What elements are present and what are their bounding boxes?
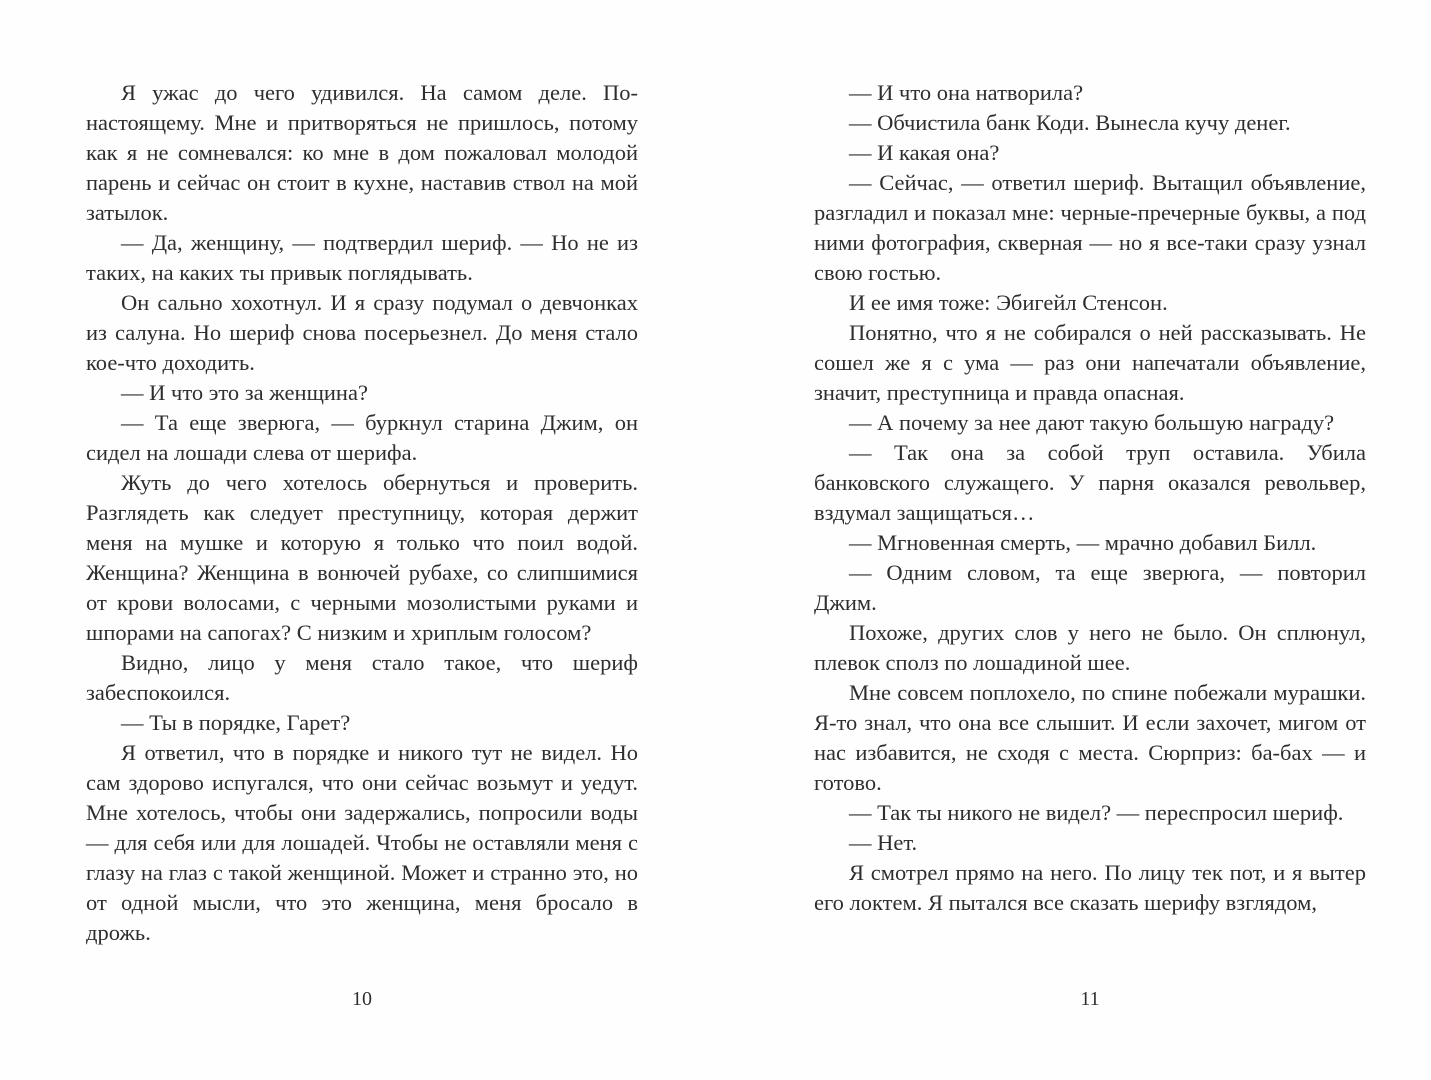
paragraph: Жуть до чего хотелось обернуться и проверить. Разглядеть как следует преступницу, которая держит меня на мушке и которую я только что поил водой. Женщина? Женщина в вонючей рубахе, со слипшимися от крови волосами, с черными мозолистыми руками и шпорами на сапогах? С низким и хриплым голосом? — [86, 470, 638, 645]
paragraph: Я ужас до чего удивился. На самом деле. По-настоящему. Мне и притворяться не пришлось, потому как я не сомневался: ко мне в дом пожаловал молодой парень и сейчас он стоит в кухне, наставив ствол на мой затылок. — [86, 80, 638, 225]
paragraph: — Так она за собой труп оставила. Убила банковского служащего. У парня оказался револьвер, вздумал защищаться… — [814, 440, 1366, 525]
paragraph: — Так ты никого не видел? — переспросил шериф. — [849, 800, 1344, 825]
page-number-left: 10 — [352, 988, 372, 1010]
paragraph: Похоже, других слов у него не было. Он сплюнул, плевок сполз по лошадиной шее. — [814, 620, 1366, 675]
page-number-right: 11 — [1080, 988, 1100, 1010]
page-left — [86, 0, 638, 1080]
paragraph: — Обчистила банк Коди. Вынесла кучу денег. — [849, 110, 1291, 135]
page-right-text — [814, 0, 1366, 918]
paragraph: Я смотрел прямо на него. По лицу тек пот, и я вытер его локтем. Я пытался все сказать шерифу взглядом, — [814, 860, 1366, 915]
paragraph: Мне совсем поплохело, по спине побежали мурашки. Я-то знал, что она все слышит. И если захочет, мигом от нас избавится, не сходя с места. Сюрприз: ба-бах — и готово. — [814, 680, 1366, 795]
paragraph: — А почему за нее дают такую большую награду? — [849, 410, 1335, 435]
page-right — [814, 0, 1366, 1080]
paragraph: — Одним словом, та еще зверюга, — повторил Джим. — [814, 560, 1366, 615]
paragraph: Он сально хохотнул. И я сразу подумал о девчонках из салуна. Но шериф снова посерьезнел. До меня стало кое-что доходить. — [86, 290, 638, 375]
paragraph: — Сейчас, — ответил шериф. Вытащил объявление, разгладил и показал мне: черные-пречерные буквы, а под ними фотография, скверная — но я все-таки сразу узнал свою гостью. — [814, 170, 1366, 285]
paragraph: Я ответил, что в порядке и никого тут не видел. Но сам здорово испугался, что они сейчас возьмут и уедут. Мне хотелось, чтобы они задержались, попросили воды — для себя или для лошадей. Чтобы не оставляли меня с глазу на глаз с такой женщиной. Может и странно это, но от одной мысли, что это женщина, меня бросало в дрожь. — [86, 740, 638, 945]
page-left-text — [86, 0, 638, 948]
paragraph: — И какая она? — [849, 140, 1000, 165]
paragraph: — Да, женщину, — подтвердил шериф. — Но не из таких, на каких ты привык поглядывать. — [86, 230, 638, 285]
paragraph: — Нет. — [849, 830, 918, 855]
paragraph: Видно, лицо у меня стало такое, что шериф забеспокоился. — [86, 650, 638, 705]
paragraph: И ее имя тоже: Эбигейл Стенсон. — [849, 290, 1168, 315]
paragraph: — Мгновенная смерть, — мрачно добавил Билл. — [849, 530, 1317, 555]
paragraph: — И что это за женщина? — [121, 380, 368, 405]
paragraph: — Та еще зверюга, — буркнул старина Джим, он сидел на лошади слева от шерифа. — [86, 410, 638, 465]
paragraph: — И что она натворила? — [849, 80, 1084, 105]
paragraph: — Ты в порядке, Гарет? — [121, 710, 351, 735]
paragraph: Понятно, что я не собирался о ней рассказывать. Не сошел же я с ума — раз они напечатали объявление, значит, преступница и правда опасная. — [814, 320, 1366, 405]
